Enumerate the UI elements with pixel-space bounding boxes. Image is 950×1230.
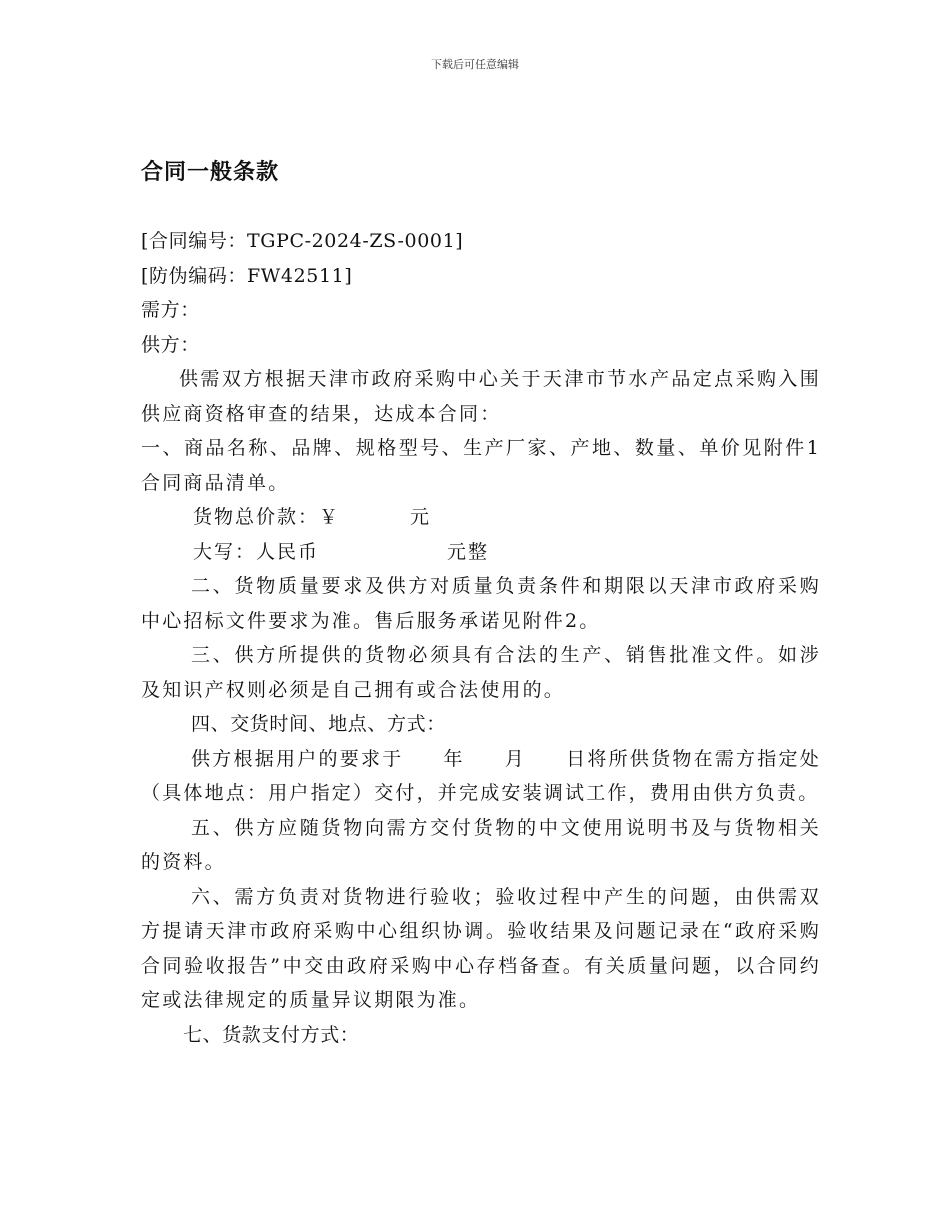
supplier-label: 供方：	[141, 333, 200, 356]
contract-number: [合同编号：TGPC-2024-ZS-0001]	[141, 230, 464, 252]
clause-4-title: 四、交货时间、地点、方式：	[191, 713, 446, 735]
clause-4-part2: 日将所供货物在需方指定处（具体地点：用户指定）交付，并完成安装调试工作，费用由供方负责。	[141, 747, 821, 804]
total-price-unit: 元	[410, 506, 432, 528]
capital-amount-line	[141, 535, 821, 570]
clause-4-part1: 供方根据用户的要求于	[191, 747, 404, 770]
clause-4-month: 月	[504, 747, 527, 770]
anti-fake-code: [防伪编码：FW42511]	[141, 264, 353, 287]
document-title: 合同一般条款	[141, 160, 280, 185]
clause-4-body	[141, 742, 821, 811]
clause-1: 一、商品名称、品牌、规格型号、生产厂家、产地、数量、单价见附件1合同商品清单。	[141, 437, 821, 494]
clause-7-title: 七、货款支付方式：	[183, 1023, 360, 1046]
buyer-label: 需方：	[141, 299, 200, 321]
clause-4-year: 年	[443, 747, 465, 770]
capital-label: 大写：人民币	[193, 540, 320, 563]
intro-paragraph: 供需双方根据天津市政府采购中心关于天津市节水产品定点采购入围供应商资格审查的结果，达成本合同：	[141, 368, 821, 425]
header-note: 下载后可任意编辑	[431, 58, 519, 71]
document-body	[141, 224, 821, 1052]
total-price-label: 货物总价款：￥	[193, 506, 341, 528]
clause-6: 六、需方负责对货物进行验收；验收过程中产生的问题，由供需双方提请天津市政府采购中心组织协调。验收结果及问题记录在“政府采购合同验收报告”中交由政府采购中心存档备查。有关质量问题，以合同约定或法律规定的质量异议期限为准。	[141, 885, 821, 1011]
clause-5: 五、供方应随货物向需方交付货物的中文使用说明书及与货物相关的资料。	[141, 816, 821, 873]
total-price-line	[141, 500, 821, 535]
clause-3: 三、供方所提供的货物必须具有合法的生产、销售批准文件。如涉及知识产权则必须是自己拥有或合法使用的。	[141, 644, 821, 701]
clause-2: 二、货物质量要求及供方对质量负责条件和期限以天津市政府采购中心招标文件要求为准。售后服务承诺见附件2。	[141, 575, 821, 632]
capital-unit: 元整	[447, 540, 490, 563]
